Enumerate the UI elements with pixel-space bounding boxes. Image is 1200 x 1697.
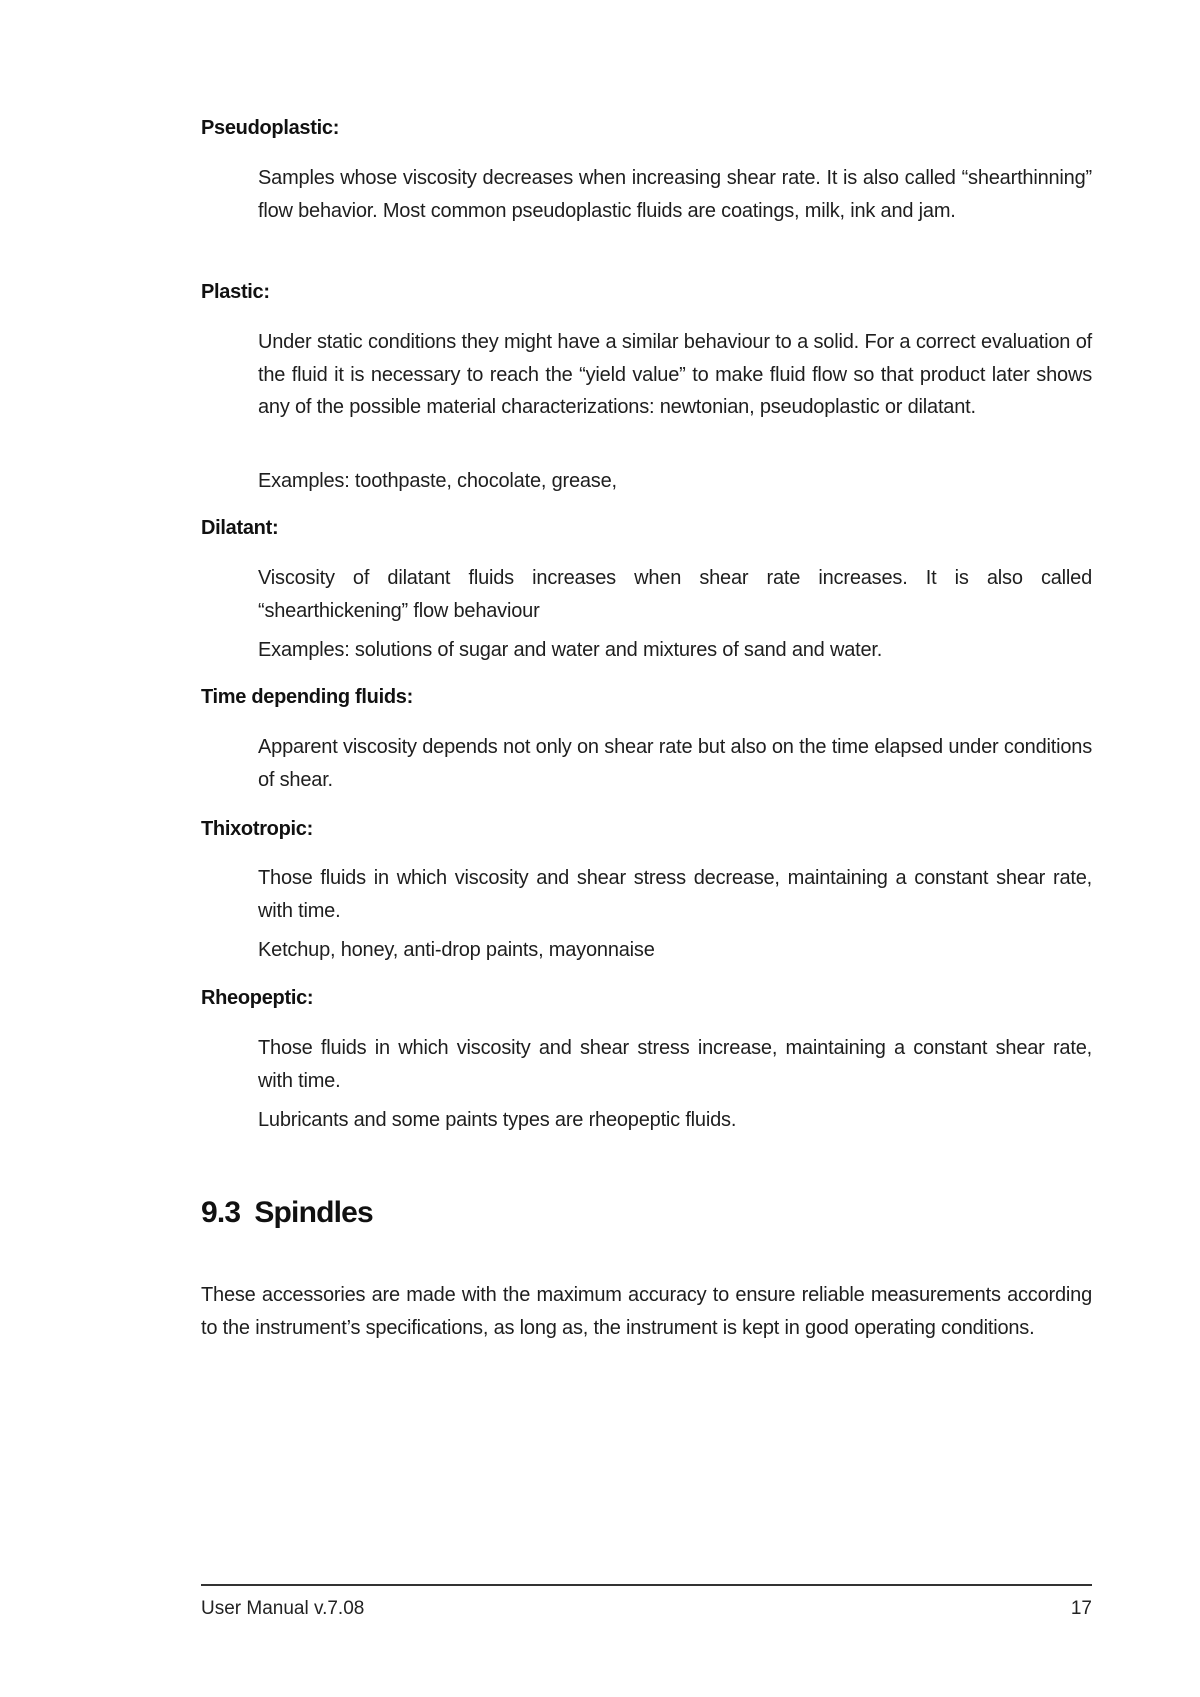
term-dilatant: Dilatant: [201,517,279,539]
section-title-text: Spindles [254,1196,373,1229]
definition-rheopeptic: Those fluids in which viscosity and shear stress increase, maintaining a constant shear rate, with time. [258,1037,1092,1092]
definition-dilatant: Viscosity of dilatant fluids increases when shear rate increases. It is also called “shearthickening” flow behaviour [258,567,1092,622]
definition-plastic: Under static conditions they might have a similar behaviour to a solid. For a correct evaluation of the fluid it is necessary to reach the “yield value” to make fluid flow so that product later shows any of the possible material characterizations: newtonian, pseudoplastic or dilatant. [258,331,1092,418]
definition-time-depending-fluids: Apparent viscosity depends not only on shear rate but also on the time elapsed under conditions of shear. [258,736,1092,791]
term-thixotropic: Thixotropic: [201,818,313,840]
term-time-depending-fluids: Time depending fluids: [201,686,413,708]
term-pseudoplastic: Pseudoplastic: [201,117,340,139]
definition-pseudoplastic: Samples whose viscosity decreases when increasing shear rate. It is also called “shearthinning” flow behavior. Most common pseudoplastic fluids are coatings, milk, ink and jam. [258,167,1092,222]
examples-rheopeptic: Lubricants and some paints types are rheopeptic fluids. [258,1109,737,1131]
footer-manual-version: User Manual v.7.08 [201,1598,365,1619]
term-plastic: Plastic: [201,281,270,303]
section-body-paragraph: These accessories are made with the maximum accuracy to ensure reliable measurements according to the instrument’s specifications, as long as, the instrument is kept in good operating conditions. [201,1284,1092,1339]
section-number: 9.3 [201,1196,241,1229]
examples-plastic: Examples: toothpaste, chocolate, grease, [258,470,617,492]
section-heading [201,1196,373,1230]
definition-thixotropic: Those fluids in which viscosity and shear stress decrease, maintaining a constant shear rate, with time. [258,867,1092,922]
examples-dilatant: Examples: solutions of sugar and water and mixtures of sand and water. [258,639,883,661]
term-rheopeptic: Rheopeptic: [201,987,314,1009]
examples-thixotropic: Ketchup, honey, anti-drop paints, mayonnaise [258,939,655,961]
footer-divider [201,1584,1092,1586]
footer-page-number: 17 [1070,1598,1092,1619]
